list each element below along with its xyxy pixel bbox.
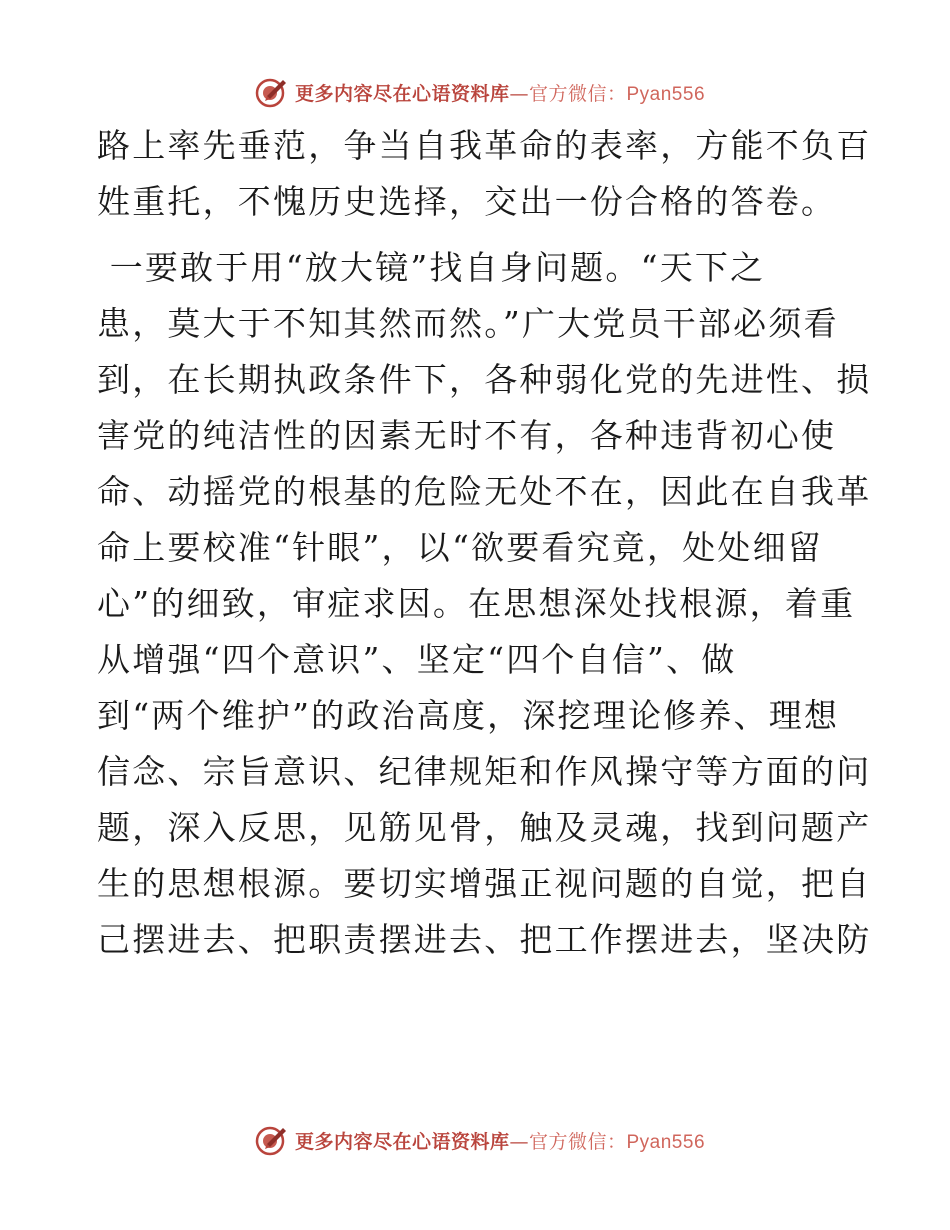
text-line: 心”的细致，审症求因。在思想深处找根源，着重 xyxy=(97,584,856,623)
text-line: 害党的纯洁性的因素无时不有，各种违背初心使 xyxy=(97,416,837,455)
text-line: 一要敢于用“放大镜”找自身问题。“天下之 xyxy=(97,248,766,287)
footer-banner xyxy=(0,1120,950,1160)
paragraph-1 xyxy=(97,118,872,230)
text-line: 己摆进去、把职责摆进去、把工作摆进去，坚决防 xyxy=(97,920,872,959)
paragraph-2 xyxy=(97,240,872,968)
document-body xyxy=(97,118,872,968)
text-line: 从增强“四个意识”、坚定“四个自信”、做 xyxy=(97,640,737,679)
paragraph-gap xyxy=(97,230,857,240)
text-line: 患，莫大于不知其然而然。”广大党员干部必须看 xyxy=(97,304,839,343)
header-banner-text xyxy=(295,79,705,106)
banner-wechat-text: 官方微信：Pyan556 xyxy=(529,83,706,105)
text-line: 信念、宗旨意识、纪律规矩和作风操守等方面的问 xyxy=(97,752,872,791)
banner-main-text: 更多内容尽在心语资料库 xyxy=(294,82,510,105)
text-line: 到，在长期执政条件下，各种弱化党的先进性、损 xyxy=(97,360,872,399)
footer-banner-text xyxy=(295,1127,705,1154)
text-line: 命、动摇党的根基的危险无处不在，因此在自我革 xyxy=(97,472,872,511)
banner-separator: — xyxy=(509,1130,529,1153)
header-banner-inner xyxy=(255,75,705,109)
footer-banner-inner xyxy=(255,1123,705,1157)
banner-wechat-text: 官方微信：Pyan556 xyxy=(529,1131,706,1153)
text-line: 到“两个维护”的政治高度，深挖理论修养、理想 xyxy=(97,696,840,735)
text-line: 路上率先垂范，争当自我革命的表率，方能不负百 xyxy=(97,126,872,165)
header-banner xyxy=(0,72,950,112)
text-line: 姓重托，不愧历史选择，交出一份合格的答卷。 xyxy=(97,182,837,221)
text-line: 题，深入反思，见筋见骨，触及灵魂，找到问题产 xyxy=(97,808,872,847)
pen-logo-icon xyxy=(255,75,289,109)
banner-separator: — xyxy=(509,82,529,105)
text-line: 生的思想根源。要切实增强正视问题的自觉，把自 xyxy=(97,864,872,903)
banner-main-text: 更多内容尽在心语资料库 xyxy=(294,1130,510,1153)
pen-logo-icon xyxy=(255,1123,289,1157)
text-line: 命上要校准“针眼”，以“欲要看究竟，处处细留 xyxy=(97,528,824,567)
